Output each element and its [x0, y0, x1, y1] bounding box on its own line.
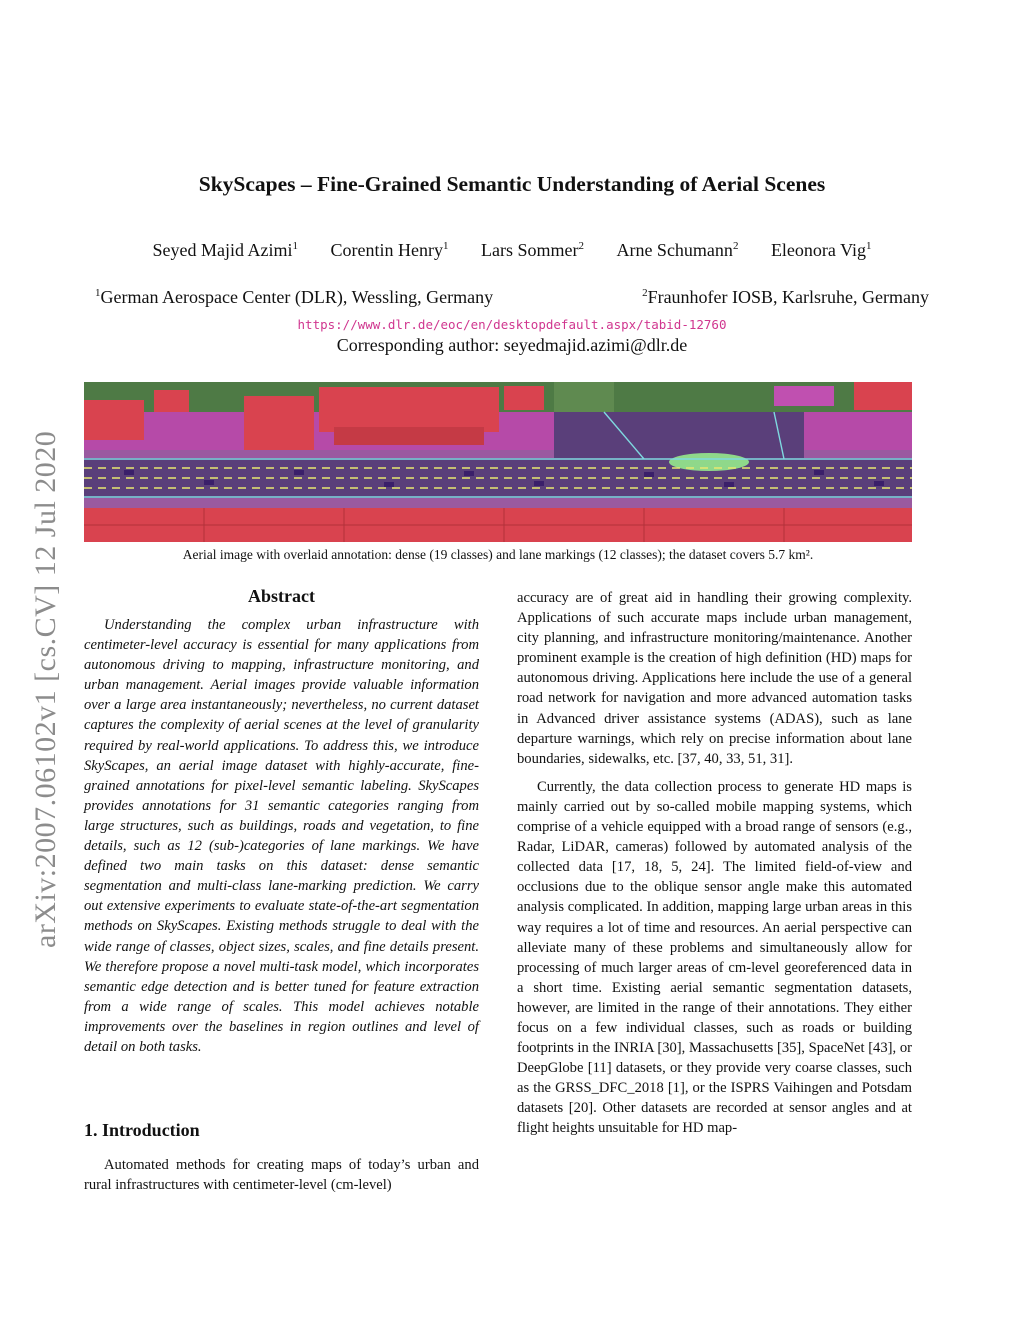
intro-left-text	[84, 1155, 479, 1195]
author: Arne Schumann$^2$	[616, 240, 739, 260]
affiliation: $^1$German Aerospace Center (DLR), Wessling, Germany	[95, 287, 494, 307]
aerial-image	[84, 382, 912, 542]
abstract-body	[84, 615, 479, 1057]
author: Eleonora Vig$^1$	[770, 240, 872, 260]
abstract-heading: Abstract	[248, 586, 315, 606]
abstract-text: Understanding the complex urban infrastructure with centimeter-level accuracy is essential for many applications from autonomous driving to mapping, infrastructure monitoring, and urban management. Aerial images provide valuable information over a large area instantaneously; nevertheless, no current dataset captures the complexity of aerial scenes at the level of granularity required by real-world applications. To address this, we introduce SkyScapes, an aerial image dataset with highly-accurate, fine-grained annotations for pixel-level semantic labeling. SkyScapes provides annotations for 31 semantic categories ranging from large structures, such as buildings, roads and vegetation, to fine details, such as 12 (sub-)categories of lane markings. We have defined two main tasks on this dataset: dense semantic segmentation and multi-class lane-marking prediction. We carry out extensive experiments to evaluate state-of-the-art segmentation methods on SkyScapes. Existing methods struggle to deal with the wide range of classes, object sizes, scales, and fine details present. We therefore propose a novel multi-task model, which incorporates semantic edge detection and is better tuned for feature extraction from a wide range of scales. This model achieves notable improvements over the baselines in region outlines and level of detail on both tasks.	[84, 617, 479, 1055]
right-column	[517, 588, 912, 1139]
paper-title: SkyScapes – Fine-Grained Semantic Understanding of Aerial Scenes	[198, 172, 826, 196]
aerial-annotation-figure	[84, 382, 912, 542]
affiliations	[60, 287, 964, 308]
arxiv-stamp: arXiv:2007.06102v1 [cs.CV] 12 Jul 2020	[29, 430, 62, 948]
intro-paragraph: Automated methods for creating maps of today’s urban and rural infrastructures with centimeter-level (cm-level)	[84, 1157, 479, 1194]
intro-paragraph: accuracy are of great aid in handling their growing complexity. Applications of such accurate maps include urban management, city planning, and infrastructure monitoring/maintenance. Another prominent example is the creation of high definition (HD) maps for autonomous driving. Applications here include the use of a general road network for navigation and more advanced automation tasks in Advanced driver assistance systems (ADAS), such as lane departure warnings, which rely on precise information about lane boundaries, sidewalks, etc. [37, 40, 33, 51, 31].	[517, 590, 912, 767]
author-list	[0, 240, 1024, 261]
section-heading: 1. Introduction	[84, 1120, 200, 1140]
project-url-link[interactable]: https://www.dlr.de/eoc/en/desktopdefault.aspx/tabid-12760	[297, 317, 727, 332]
affiliation: $^2$Fraunhofer IOSB, Karlsruhe, Germany	[642, 287, 929, 307]
intro-paragraph: Currently, the data collection process to generate HD maps is mainly carried out by so-called mobile mapping systems, which comprise of a vehicle equipped with a broad range of sensors (e.g., Radar, LiDAR, cameras) followed by automated analysis of the collected data [17, 18, 5, 24]. The limited field-of-view and occlusions due to the oblique sensor angle make this automated analysis complicated. In addition, mapping large urban areas in this way requires a lot of time and resources. An aerial perspective can alleviate many of these problems and simultaneously allow for processing of much larger areas of cm-level georeferenced data in a short time. Existing aerial semantic segmentation datasets, however, are limited in the range of their annotations. They either focus on a few individual classes, such as roads or building footprints in the INRIA [30], Massachusetts [35], SpaceNet [43], or DeepGlobe [11] datasets, or they provide very coarse classes, such as the GRSS_DFC_2018 [1], or the ISPRS Vaihingen and Potsdam datasets [20]. Other datasets are recorded at sensor angles and at flight heights unsuitable for HD map-	[517, 778, 912, 1137]
author: Seyed Majid Azimi$^1$	[152, 240, 298, 260]
corresponding-author: Corresponding author: seyedmajid.azimi@dlr.de	[336, 335, 688, 355]
author: Lars Sommer$^2$	[480, 240, 584, 260]
figure-caption: Aerial image with overlaid annotation: dense (19 classes) and lane markings (12 classes); the dataset covers 5.7 km².	[182, 547, 814, 562]
author: Corentin Henry$^1$	[330, 240, 449, 260]
